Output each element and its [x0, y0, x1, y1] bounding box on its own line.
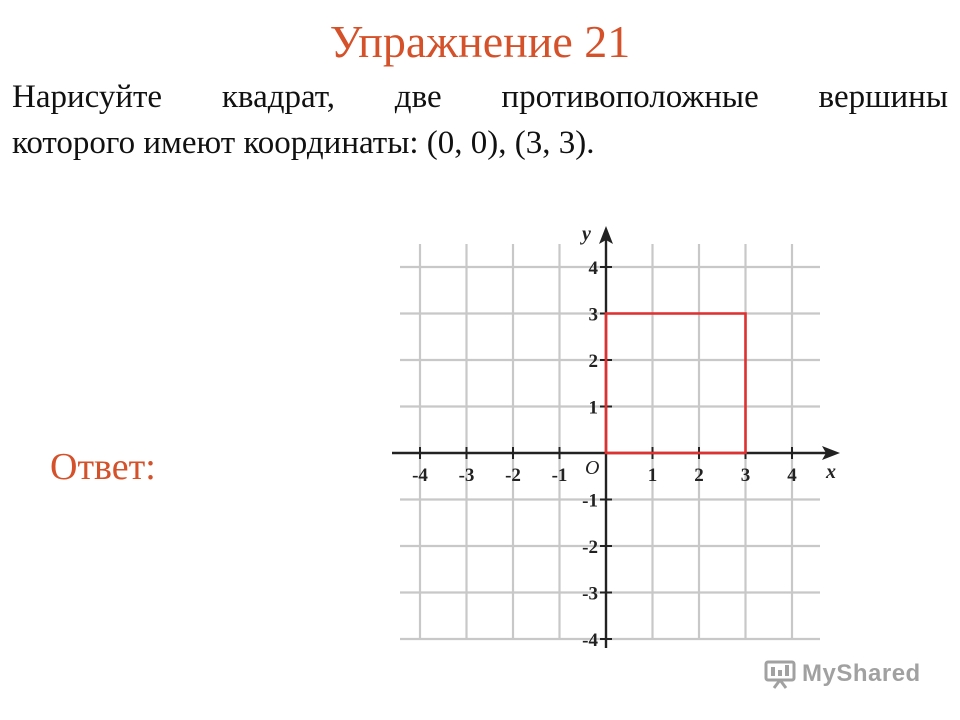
y-tick-label: 4 [588, 258, 598, 279]
x-tick-label: -2 [505, 465, 521, 486]
x-tick-label: 1 [647, 465, 658, 486]
origin-label: O [585, 457, 600, 479]
answer-label: Ответ: [50, 446, 156, 488]
y-tick-label: -1 [582, 490, 598, 512]
task-line-1: Нарисуйте квадрат, две противоположные вершины [12, 79, 948, 115]
x-tick-label: -3 [458, 465, 475, 486]
x-tick-label: -1 [551, 465, 568, 486]
slide-title: Упражнение 21 [329, 16, 631, 67]
answer-square [606, 314, 746, 454]
x-tick-label: -4 [412, 465, 428, 486]
x-tick-label: 2 [694, 465, 704, 486]
x-tick-label: 3 [740, 465, 751, 486]
x-tick-label: 4 [787, 465, 797, 486]
x-axis-label: x [826, 461, 836, 483]
watermark-text: MyShared [802, 660, 921, 687]
y-tick-label: 2 [588, 351, 598, 372]
task-line-2: которого имеют координаты: (0, 0), (3, 3). [12, 125, 595, 161]
y-tick-label: -4 [582, 630, 598, 651]
watermark [764, 654, 921, 694]
projector-screen-icon [764, 659, 796, 689]
y-tick-label: 1 [588, 397, 598, 419]
y-tick-label: -3 [582, 583, 598, 605]
y-axis-label: y [582, 223, 591, 245]
y-tick-label: -2 [582, 537, 598, 558]
y-tick-label: 3 [588, 304, 598, 326]
